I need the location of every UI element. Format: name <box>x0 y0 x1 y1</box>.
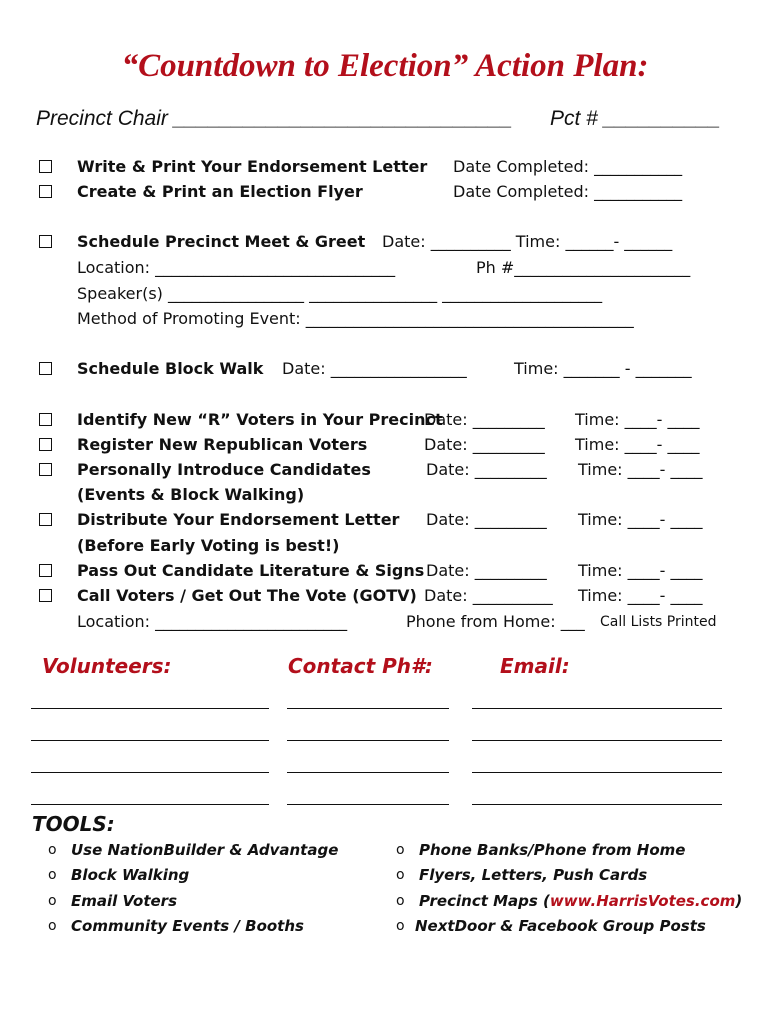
gotv-phone-field[interactable]: Phone from Home: ___ <box>406 612 585 631</box>
checkbox[interactable] <box>39 235 52 248</box>
checkbox[interactable] <box>39 463 52 476</box>
tools-heading: TOOLS: <box>32 812 115 836</box>
location-field[interactable]: Location: ______________________________ <box>77 258 396 277</box>
bullet-icon: o <box>396 893 405 909</box>
time-field[interactable]: Time: ____- ____ <box>575 435 700 454</box>
tool-item: Community Events / Booths <box>71 917 304 935</box>
volunteer-name-line[interactable] <box>31 804 269 805</box>
promotion-method-field[interactable]: Method of Promoting Event: _________________________________________ <box>77 309 634 328</box>
time-field[interactable]: Time: ____- ____ <box>578 561 703 580</box>
checkbox[interactable] <box>39 413 52 426</box>
volunteer-email-line[interactable] <box>472 708 722 709</box>
volunteer-name-line[interactable] <box>31 772 269 773</box>
volunteer-phone-line[interactable] <box>287 772 449 773</box>
task-label: Personally Introduce Candidates <box>77 460 371 479</box>
checkbox[interactable] <box>39 160 52 173</box>
time-field[interactable]: Time: _______ - _______ <box>514 359 692 378</box>
checkbox[interactable] <box>39 589 52 602</box>
task-label: Create & Print an Election Flyer <box>77 182 363 201</box>
task-label: Distribute Your Endorsement Letter <box>77 510 400 529</box>
bullet-icon: o <box>48 842 57 858</box>
tool-item: Use NationBuilder & Advantage <box>71 841 339 859</box>
page-title: “Countdown to Election” Action Plan: <box>121 48 649 84</box>
precinct-chair-field[interactable]: Precinct Chair _____________________________ <box>36 107 513 130</box>
contact-phone-heading: Contact Ph#: <box>288 654 433 678</box>
checkbox[interactable] <box>39 438 52 451</box>
volunteers-heading: Volunteers: <box>42 654 172 678</box>
bullet-icon: o <box>48 918 57 934</box>
time-field[interactable]: Time: ____- ____ <box>575 410 700 429</box>
date-field[interactable]: Date: _________________ <box>282 359 467 378</box>
task-note: (Before Early Voting is best!) <box>77 536 340 555</box>
volunteer-email-line[interactable] <box>472 804 722 805</box>
task-label: Write & Print Your Endorsement Letter <box>77 157 428 176</box>
time-field[interactable]: Time: ____- ____ <box>578 510 703 529</box>
task-label: Register New Republican Voters <box>77 435 368 454</box>
harrisvotes-link[interactable]: www.HarrisVotes.com <box>549 892 736 910</box>
task-label: Pass Out Candidate Literature & Signs <box>77 561 425 580</box>
volunteer-name-line[interactable] <box>31 708 269 709</box>
checkbox[interactable] <box>39 362 52 375</box>
bullet-icon: o <box>48 893 57 909</box>
date-field[interactable]: Date: _________ <box>426 561 547 580</box>
precinct-number-field[interactable]: Pct # __________ <box>550 107 721 130</box>
bullet-icon: o <box>396 842 405 858</box>
date-field[interactable]: Date: _________ <box>426 460 547 479</box>
tool-item-text: Precinct Maps ( <box>419 892 550 910</box>
checkbox[interactable] <box>39 564 52 577</box>
volunteer-phone-line[interactable] <box>287 740 449 741</box>
volunteer-phone-line[interactable] <box>287 708 449 709</box>
tool-item: Flyers, Letters, Push Cards <box>419 866 648 884</box>
tool-item-precinct-maps <box>419 892 742 910</box>
tool-item: NextDoor & Facebook Group Posts <box>415 917 706 935</box>
volunteer-phone-line[interactable] <box>287 804 449 805</box>
date-field[interactable]: Date: _________ <box>424 410 545 429</box>
task-label: Call Voters / Get Out The Vote (GOTV) <box>77 586 417 605</box>
date-completed-field[interactable]: Date Completed: ___________ <box>453 182 683 201</box>
phone-field[interactable]: Ph #______________________ <box>476 258 691 277</box>
gotv-location-field[interactable]: Location: ________________________ <box>77 612 348 631</box>
volunteer-email-line[interactable] <box>472 740 722 741</box>
date-field[interactable]: Date: _________ <box>426 510 547 529</box>
tool-item: Phone Banks/Phone from Home <box>419 841 686 859</box>
bullet-icon: o <box>396 867 405 883</box>
bullet-icon: o <box>48 867 57 883</box>
checkbox[interactable] <box>39 513 52 526</box>
speakers-field[interactable]: Speaker(s) _________________ ________________ ____________________ <box>77 284 603 303</box>
tool-item-text: ) <box>735 892 743 910</box>
call-lists-label: Call Lists Printed <box>600 614 717 630</box>
volunteer-name-line[interactable] <box>31 740 269 741</box>
tool-item: Email Voters <box>71 892 177 910</box>
tool-item: Block Walking <box>71 866 190 884</box>
email-heading: Email: <box>500 654 570 678</box>
task-label: Identify New “R” Voters in Your Precinct <box>77 410 443 429</box>
bullet-icon: o <box>396 918 405 934</box>
date-completed-field[interactable]: Date Completed: ___________ <box>453 157 683 176</box>
checkbox[interactable] <box>39 185 52 198</box>
date-field[interactable]: Date: __________ <box>424 586 553 605</box>
date-field[interactable]: Date: _________ <box>424 435 545 454</box>
time-field[interactable]: Time: ____- ____ <box>578 460 703 479</box>
task-note: (Events & Block Walking) <box>77 485 305 504</box>
task-label: Schedule Precinct Meet & Greet <box>77 232 366 251</box>
date-time-field[interactable]: Date: __________ Time: ______- ______ <box>382 232 673 251</box>
volunteer-email-line[interactable] <box>472 772 722 773</box>
time-field[interactable]: Time: ____- ____ <box>578 586 703 605</box>
task-label: Schedule Block Walk <box>77 359 264 378</box>
